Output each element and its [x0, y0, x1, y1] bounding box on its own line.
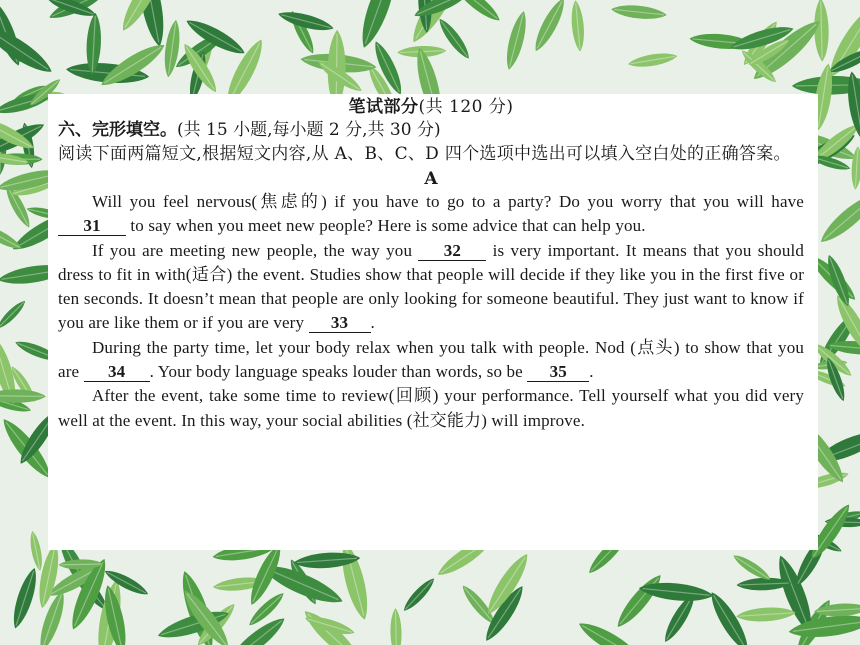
leaf-vein: [464, 588, 492, 622]
leaf-icon: [530, 0, 570, 54]
blank-31[interactable]: 31: [58, 217, 126, 236]
p1-text-b: to say when you meet new people? Here is some advice that can help you.: [126, 216, 646, 236]
paragraph-2: [58, 239, 804, 336]
leaf-icon: [816, 188, 860, 248]
leaf-icon: [450, 0, 504, 26]
leaf-vein: [537, 1, 562, 49]
paragraph-1: [58, 190, 804, 239]
p1-text-a: Will you feel nervous(焦虑的) if you have to go to a party? Do you worry that you will have: [92, 192, 804, 211]
blank-34[interactable]: 34: [84, 363, 150, 382]
p3-text-c: .: [589, 362, 594, 382]
leaf-vein: [735, 557, 768, 579]
page-title: [58, 96, 804, 118]
leaf-vein: [0, 302, 24, 327]
instructions: 阅读下面两篇短文,根据短文内容,从 A、B、C、D 四个选项中选出可以填入空白处的正确答案。: [58, 144, 791, 164]
worksheet-page: [48, 94, 818, 550]
p2-text-b: is very important. It means that you should dress to fit in with(适合) the event. Studies show that people will decide if they like you in the first five or ten seconds. It doesn’t mean that people are only looking for someone beautiful. They just want to know if you are like them or if you are very: [58, 240, 804, 333]
leaf-vein: [405, 580, 432, 609]
title-score: (共 120 分): [418, 97, 514, 117]
section-detail: (共 15 小题,每小题 2 分,共 30 分): [177, 120, 441, 140]
passage-label: A: [424, 169, 438, 189]
leaf-vein: [0, 396, 43, 397]
paragraph-4: After the event, take some time to review(回顾) your performance. Tell yourself what you did very well at the event. In this way, your social abilities (社交能力) will improve.: [58, 386, 804, 430]
leaf-icon: [0, 220, 24, 253]
p3-text-b: . Your body language speaks louder than words, so be: [149, 362, 528, 382]
section-heading: [58, 118, 804, 142]
blank-33[interactable]: 33: [309, 314, 371, 333]
leaf-vein: [667, 596, 693, 639]
blank-32[interactable]: 32: [418, 242, 486, 261]
p2-text-a: If you are meeting new people, the way you: [92, 240, 419, 260]
blank-35[interactable]: 35: [527, 363, 589, 382]
section-title: 六、完形填空。: [58, 120, 177, 140]
title-main: 笔试部分: [348, 97, 419, 117]
paragraph-3: [58, 336, 804, 385]
p3-text-a: During the party time, let your body relax when you talk with people. Nod (点头) to show that you are: [58, 337, 804, 382]
p2-text-c: .: [370, 313, 375, 333]
